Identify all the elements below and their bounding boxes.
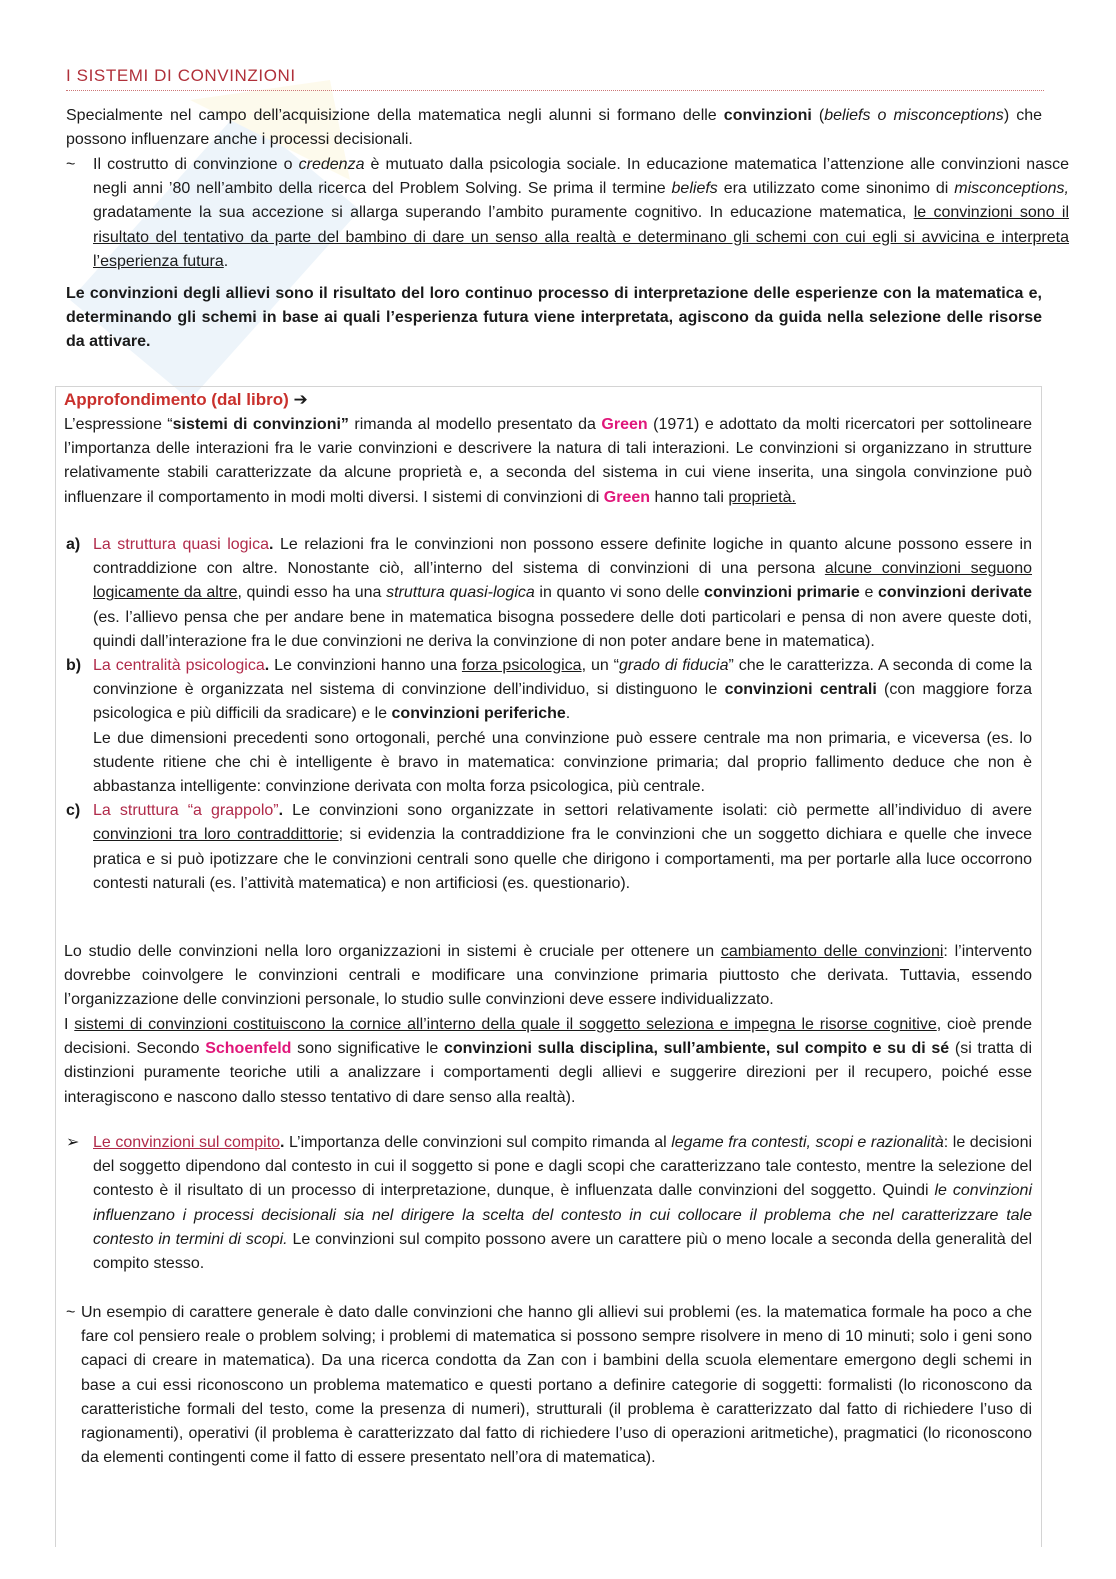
esempio-item: ~ Un esempio di carattere generale è dato dalle convinzioni che hanno gli allievi sui problemi (es. la matematica formale ha poco a che fare col pensiero reale o problem solving; i problemi di matematica si possono sempre risolvere in meno di 10 minuti; solo i geni sono capaci di creare in matematica). Da una ricerca condotta da Zan con i bambini della scuola elementare emergono degli schemi in base a cui essi riconoscono un problema matematico e questi portano a definire categorie di soggetti: formalisti (lo riconoscono da caratteristiche formali del testo, come la presenza di numeri), strutturali (il problema è caratterizzato dal fatto di richiedere l’uso di ragionamenti), operativi (il problema è caratterizzato dal fatto di richiedere l’uso di operazioni aritmetiche), pragmatici (lo riconoscono da elementi contingenti come il fatto di essere presentato nell’ora di matematica). <box>66 1301 1032 1470</box>
box-intro-paragraph: L’espressione “sistemi di convinzioni” rimanda al modello presentato da Green (1971) e adottato da molti ricercatori per sottolineare l’importanza delle interazioni fra le varie convinzioni e descrivere la natura di tali interazioni. Le convinzioni si organizzano in strutture relativamente stabili caratterizzate da alcune proprietà e, a seconda del sistema in cui viene inserita, una singola convinzione può influenzare il comportamento in modi molti diversi. I sistemi di convinzioni di Green hanno tali proprietà. <box>64 416 1033 506</box>
bullet-costrutto: ~ Il costrutto di convinzione o credenza è mutuato dalla psicologia sociale. In educazione matematica l’attenzione alle convinzioni nasce negli anni ’80 nell’ambito della ricerca del Problem Solving. Se prima il termine beliefs era utilizzato come sinonimo di misconceptions, gradatamente la sua accezione si allarga superando l’ambito puramente cognitivo. In educazione matematica, le convinzioni sono il risultato del tentativo da parte del bambino di dare un senso alla realtà e determinano gli schemi con cui egli si avvicina e interpreta l’esperienza futura. <box>66 153 1069 274</box>
arrow-right-icon: ➔ <box>293 390 308 409</box>
schoenfeld-paragraph: I sistemi di convinzioni costituiscono la cornice all’interno della quale il soggetto seleziona e impegna le risorse cognitive, cioè prende decisioni. Secondo Schoenfeld sono significative le convinzioni sulla disciplina, sull’ambiente, sul compito e su di sé (si tratta di distinzioni puramente teoriche utili a analizzare i comportamenti degli allievi e suggerire direzioni per il recupero, poiché esse interagiscono e nascono dallo stesso tentativo di dare senso alla realtà). <box>64 1016 1033 1106</box>
tilde-marker: ~ <box>66 156 76 173</box>
property-c: c) La struttura “a grappolo”. Le convinzioni sono organizzate in settori relativamente isolati: ciò permette all’individuo di avere convinzioni tra loro contraddittorie; si evidenzia la contraddizione fra le convinzioni che un soggetto dichiara e quelle che invece pratica e si può ipotizzare che le convinzioni centrali sono quelle che dirigono i comportamenti, ma per portarle alla luce occorrono contesti naturali (es. l’attività matematica) e non artificiosi (es. questionario). <box>66 802 1032 892</box>
box-heading: Approfondimento (dal libro) ➔ <box>64 390 308 409</box>
cambiamento-paragraph: Lo studio delle convinzioni nella loro organizzazioni in sistemi è cruciale per ottenere un cambiamento delle convinzioni: l’intervento dovrebbe coinvolgere le convinzioni centrali e modificare una convinzione primaria piuttosto che derivata. Tuttavia, essendo l’organizzazione delle convinzioni personale, lo studio sulle convinzioni deve essere individualizzato. <box>64 943 1032 1009</box>
property-b: b) La centralità psicologica. Le convinzioni hanno una forza psicologica, un “grado di fiducia” che le caratterizza. A seconda di come la convinzione è organizzata nel sistema di convinzione dell’individuo, si distinguono le convinzioni centrali (con maggiore forza psicologica e più difficili da sradicare) e le convinzioni periferiche. Le due dimensioni precedenti sono ortogonali, perché una convinzione può essere centrale ma non primaria, e viceversa (es. lo studente ritiene che chi è intelligente è bravo in matematica: convinzione primaria; dal proprio fallimento deduce che non è abbastanza intelligente: convinzione derivata con molta forza psicologica, più centrale. <box>66 657 1033 796</box>
summary-bold-paragraph: Le convinzioni degli allievi sono il risultato del loro continuo processo di interpretazione delle esperienze con la matematica e, determinando gli schemi in base ai quali l’esperienza futura viene interpretata, agiscono da guida nella selezione delle risorse da attivare. <box>66 285 1042 351</box>
arrowhead-bullet-icon: ➢ <box>66 1134 80 1151</box>
compito-item: ➢ Le convinzioni sul compito. L’importanza delle convinzioni sul compito rimanda al legame fra contesti, scopi e razionalità: le decisioni del soggetto dipendono dal contesto in cui il soggetto si pone e dagli scopi che caratterizzano tale contesto, mentre la selezione del contesto è il risultato di un processo di interpretazione, dunque, è influenzata dalle convinzioni del soggetto. Quindi le convinzioni influenzano i processi decisionali sia nel dirigere la scelta del contesto in cui collocare il problema che nel caratterizzare tale contesto in termini di scopi. Le convinzioni sul compito possono avere un carattere più o meno locale a seconda della generalità del compito stesso. <box>66 1131 1032 1276</box>
page-title: I SISTEMI DI CONVINZIONI <box>66 66 1044 91</box>
property-a: a) La struttura quasi logica. Le relazioni fra le convinzioni non possono essere definite logiche in quanto alcune possono essere in contraddizione con altre. Nonostante ciò, all’interno del sistema di convinzioni di una persona alcune convinzioni seguono logicamente da altre, quindi esso ha una struttura quasi-logica in quanto vi sono delle convinzioni primarie e convinzioni derivate (es. l’allievo pensa che per andare bene in matematica bisogna possedere delle doti particolari e pensa di non avere queste doti, quindi dall’interazione fra le due convinzioni ne deriva la convinzione di non poter andare bene in matematica). <box>66 536 1033 650</box>
tilde-marker: ~ <box>66 1304 76 1321</box>
intro-paragraph: Specialmente nel campo dell’acquisizione della matematica negli alunni si formano delle convinzioni (beliefs o misconceptions) che possono influenzare anche i processi decisionali. <box>66 107 1043 149</box>
properties-list <box>66 533 1032 896</box>
